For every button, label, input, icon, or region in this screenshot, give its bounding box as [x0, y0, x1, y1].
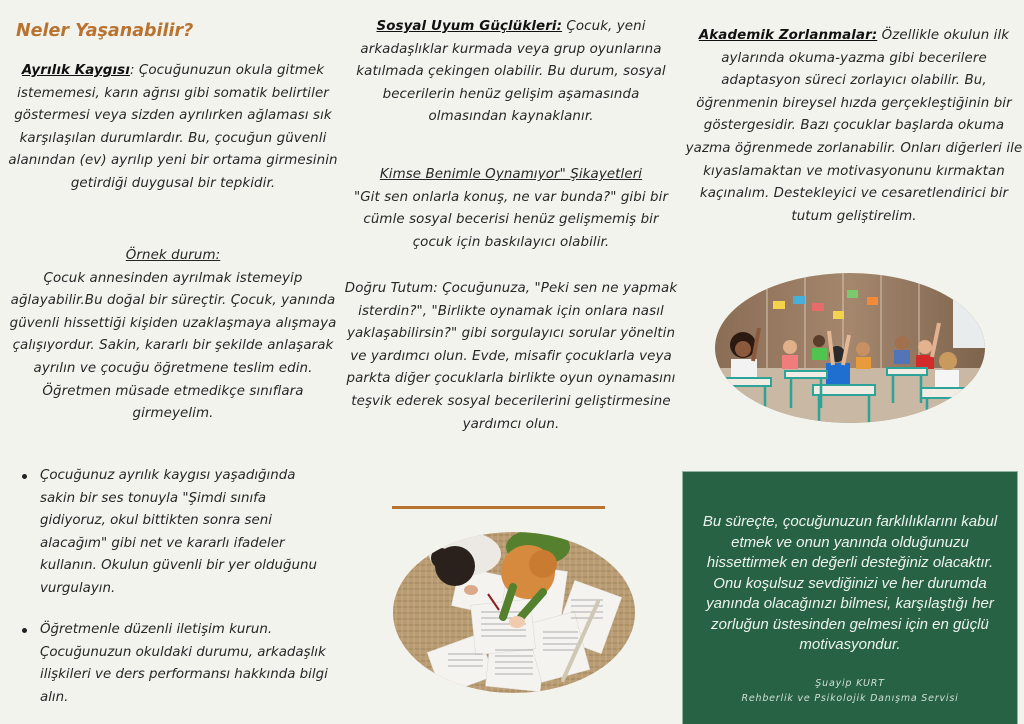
department-name: Rehberlik ve Psikolojik Danışma Servisi — [741, 693, 959, 704]
tips-list-2 — [14, 619, 334, 709]
classroom-photo — [715, 273, 985, 423]
separation-anxiety-term: Ayrılık Kaygısı — [21, 63, 130, 78]
bullet-icon — [22, 474, 27, 479]
academic-term: Akademik Zorlanmalar: — [698, 28, 878, 43]
photo-illustration — [715, 273, 985, 423]
bullet-text: Öğretmenle düzenli iletişim kurun. Çocuğunuzun okuldaki durumu, arkadaşlık ilişkileri ve ders performansı hakkında bilgi alın. — [40, 622, 328, 705]
separation-anxiety-paragraph — [4, 60, 342, 196]
bullet-text: Çocuğunuz ayrılık kaygısı yaşadığında sakin bir ses tonuyla "Şimdi sınıfa gidiyoruz, okul bittikten sonra seni alacağım" gibi net ve kararlı ifadeler kullanın. Okulun güvenli bir yer olduğunu vurgulayın. — [40, 468, 317, 596]
closing-message: Bu süreçte, çocuğunuzun farklılıklarını kabul etmek ve onun yanında olduğunuzu hissettirmek en değerli desteğiniz olacaktır. Onu koşulsuz sevdiğinizi ve her durumda yanında olacağınızı bilmesi, karşılaştığı her zorluğun üstesinden gelmesi için en güçlü motivasyondur. — [702, 513, 998, 653]
separation-anxiety-body: : Çocuğunuzun okula gitmek istememesi, karın ağrısı gibi somatik belirtiler göstermesi veya sizden ayrılırken ağlaması sık karşılaşılan durumlardır. Bu, çocuğun güvenli alanından (ev) ayrılıp yeni bir ortama girmesinin getirdiği duygusal bir tepkidir. — [8, 63, 338, 191]
tips-list-1 — [14, 465, 334, 601]
complaints-title: Kimse Benimle Oynamıyor" Şikayetleri — [379, 167, 643, 182]
complaints-body: "Git sen onlarla konuş, ne var bunda?" gibi bir cümle sosyal becerisi henüz gelişmemiş bir çocuk için baskılayıcı olabilir. — [353, 189, 669, 250]
signature — [683, 676, 1017, 706]
social-adjustment-paragraph — [342, 16, 680, 129]
academic-paragraph — [684, 25, 1024, 228]
example-body: Çocuk annesinden ayrılmak istemeyip ağlayabilir.Bu doğal bir süreçtir. Çocuk, yanında güvenli hissettiği kişiden uzaklaşmaya alışmaya çalışıyordur. Sakin, kararlı bir şekilde anlaşarak ayrılın ve çocuğu öğretmene teslim edin. Öğretmen müsade etmedikçe sınıflara girmeyelim. — [9, 270, 337, 422]
author-name: Şuayip KURT — [815, 678, 885, 689]
list-item — [14, 465, 334, 601]
children-sheet-music-photo — [393, 532, 635, 693]
example-paragraph — [4, 245, 342, 426]
social-adjustment-body: Çocuk, yeni arkadaşlıklar kurmada veya grup oyunlarına katılmada çekingen olabilir. Bu durum, sosyal becerilerin henüz gelişim aşamasında olmasından kaynaklanır. — [356, 19, 666, 125]
section-heading: Neler Yaşanabilir? — [16, 21, 194, 41]
list-item — [14, 619, 334, 709]
example-title: Örnek durum: — [125, 248, 221, 263]
divider-line — [392, 506, 605, 509]
closing-message-panel — [683, 472, 1017, 724]
photo-illustration — [393, 532, 635, 693]
bullet-icon — [22, 628, 27, 633]
complaints-paragraph — [342, 164, 680, 254]
social-adjustment-term: Sosyal Uyum Güçlükleri: — [376, 19, 563, 34]
right-attitude-paragraph: Doğru Tutum: Çocuğunuza, "Peki sen ne yapmak isterdin?", "Birlikte oynamak için onlara nasıl yaklaşabilirsin?" gibi sorgulayıcı sorular yöneltin ve yardımcı olun. Evde, misafir çocuklarla veya parkta diğer çocuklarla birlikte oyun oynamasını teşvik ederek sosyal becerilerini geliştirmesine yardımcı olun. — [344, 281, 678, 432]
academic-body: Özellikle okulun ilk aylarında okuma-yazma gibi becerilere adaptasyon süreci zorlayıcı olabilir. Bu, öğrenmenin bireysel hızda gerçekleştiğinin bir göstergesidir. Bazı çocuklar başlarda okuma yazma öğrenmede zorlanabilir. Onları diğerleri ile kıyaslamaktan ve motivasyonunu kırmaktan kaçınalım. Destekleyici ve cesaretlendirici bir tutum geliştirelim. — [685, 28, 1023, 224]
